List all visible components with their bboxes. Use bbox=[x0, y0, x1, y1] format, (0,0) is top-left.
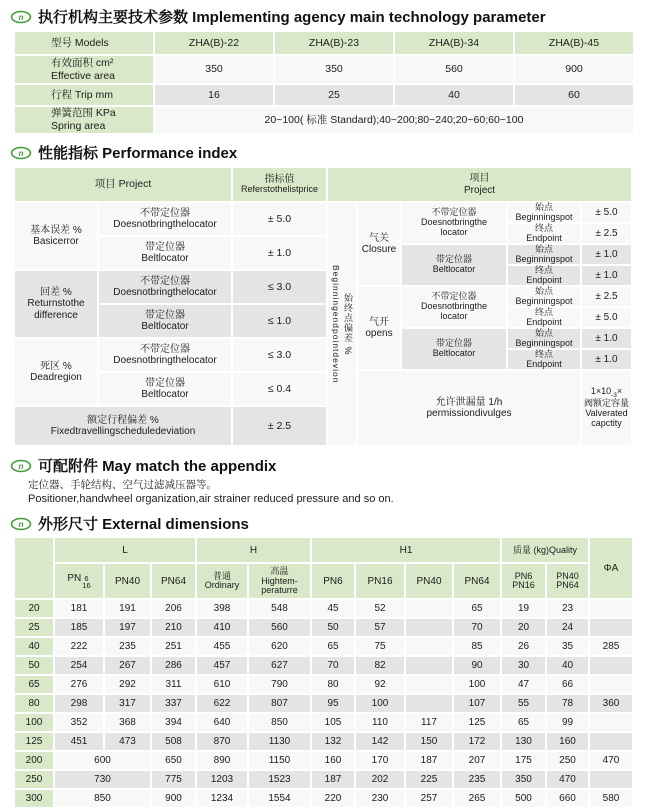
dim-cell: 107 bbox=[454, 695, 500, 712]
locator-cell: 带定位器 Beltlocator bbox=[99, 373, 231, 405]
dim-cell: 75 bbox=[356, 638, 404, 655]
dim-cell: 23 bbox=[547, 600, 588, 617]
dim-cell: 1523 bbox=[249, 771, 310, 788]
dim-cell: 580 bbox=[590, 790, 632, 807]
locator-cell: 带定位器 Beltlocator bbox=[402, 329, 506, 369]
header-empty bbox=[15, 538, 53, 598]
value-cell: ± 2.5 bbox=[233, 407, 326, 445]
header-q-pn40-64: PN40 PN64 bbox=[547, 564, 588, 598]
dim-cell: 20 bbox=[502, 619, 545, 636]
dim-cell: 191 bbox=[105, 600, 150, 617]
dimensions-header bbox=[15, 538, 632, 598]
dim-row-label: 250 bbox=[15, 771, 53, 788]
dim-cell: 560 bbox=[249, 619, 310, 636]
spot-cell: 终点 Endpoint bbox=[508, 350, 580, 369]
leakage-cell: 允许泄漏量 1/h permissiondivulges bbox=[358, 371, 580, 445]
dim-cell: 125 bbox=[454, 714, 500, 731]
value-cell: ± 5.0 bbox=[233, 203, 326, 235]
section-heading-performance bbox=[10, 142, 650, 163]
dim-cell: 1150 bbox=[249, 752, 310, 769]
dim-cell: 292 bbox=[105, 676, 150, 693]
param-cell: 25 bbox=[275, 85, 393, 105]
dim-cell: 620 bbox=[249, 638, 310, 655]
dim-cell: 55 bbox=[502, 695, 545, 712]
value-cell: ± 2.5 bbox=[582, 224, 631, 243]
dim-cell: 222 bbox=[55, 638, 103, 655]
dim-cell: 100 bbox=[454, 676, 500, 693]
dim-cell: 1130 bbox=[249, 733, 310, 750]
dim-cell: 890 bbox=[197, 752, 247, 769]
spot-cell: 始点 Beginningspot bbox=[508, 203, 580, 222]
dim-cell: 508 bbox=[152, 733, 195, 750]
param-cell: 560 bbox=[395, 56, 513, 83]
dim-cell bbox=[406, 695, 452, 712]
header-project: 项目 Project bbox=[328, 168, 631, 201]
dim-cell bbox=[406, 676, 452, 693]
appendix-note-zh: 定位器、手轮结构、空气过滤减压器等。 bbox=[28, 479, 217, 491]
performance-table bbox=[15, 168, 635, 445]
locator-cell: 不带定位器 Doesnotbringthelocator bbox=[99, 339, 231, 371]
brand-logo-icon bbox=[10, 146, 32, 160]
dim-cell: 311 bbox=[152, 676, 195, 693]
group-return-difference: 回差 % Returnstothe difference bbox=[15, 271, 97, 337]
performance-left bbox=[15, 168, 326, 445]
dim-cell: 45 bbox=[312, 600, 354, 617]
dim-cell: 500 bbox=[502, 790, 545, 807]
dim-cell: 600 bbox=[55, 752, 150, 769]
dim-cell: 850 bbox=[249, 714, 310, 731]
heading-text: 执行机构主要技术参数 Implementing agency main technology parameter bbox=[38, 9, 546, 26]
section-heading-dimensions bbox=[10, 513, 650, 534]
locator-cell: 不带定位器 Doesnotbringthelocator bbox=[99, 271, 231, 303]
dim-cell: 650 bbox=[152, 752, 195, 769]
header-l-pn40: PN40 bbox=[105, 564, 150, 598]
brand-logo-icon bbox=[10, 459, 32, 473]
dim-cell: 65 bbox=[502, 714, 545, 731]
header-l-pn616: PN 6 16 bbox=[55, 564, 103, 598]
dim-cell bbox=[406, 638, 452, 655]
dim-cell: 610 bbox=[197, 676, 247, 693]
dim-cell: 90 bbox=[454, 657, 500, 674]
param-cell: 900 bbox=[515, 56, 633, 83]
group-basic-error: 基本误差 % Basicerror bbox=[15, 203, 97, 269]
dim-cell: 251 bbox=[152, 638, 195, 655]
dim-cell: 160 bbox=[312, 752, 354, 769]
dim-cell: 254 bbox=[55, 657, 103, 674]
section-heading-parameters bbox=[10, 6, 650, 27]
value-cell: ≤ 0.4 bbox=[233, 373, 326, 405]
dim-cell: 235 bbox=[454, 771, 500, 788]
param-row-label: 行程 Trip mm bbox=[15, 85, 153, 105]
value-cell: ± 2.5 bbox=[582, 287, 631, 306]
dim-cell: 457 bbox=[197, 657, 247, 674]
dim-cell: 187 bbox=[406, 752, 452, 769]
header-project: 项目 Project bbox=[15, 168, 231, 201]
section-heading-appendix bbox=[10, 455, 650, 476]
header-h1-pn6: PN6 bbox=[312, 564, 354, 598]
header-index-value: 指标值 Referstothelistprice bbox=[233, 168, 326, 201]
dim-cell: 870 bbox=[197, 733, 247, 750]
spot-cell: 始点 Beginningspot bbox=[508, 287, 580, 306]
air-open-cell: 气开 opens bbox=[358, 287, 400, 369]
brand-logo-icon bbox=[10, 517, 32, 531]
locator-cell: 带定位器 Beltlocator bbox=[99, 305, 231, 337]
dim-cell: 82 bbox=[356, 657, 404, 674]
value-cell: ± 1.0 bbox=[582, 245, 631, 264]
dim-cell: 65 bbox=[454, 600, 500, 617]
brand-logo-icon bbox=[10, 10, 32, 24]
dim-cell: 257 bbox=[406, 790, 452, 807]
param-cell: 40 bbox=[395, 85, 513, 105]
dim-cell: 451 bbox=[55, 733, 103, 750]
dim-cell: 473 bbox=[105, 733, 150, 750]
dimensions-body bbox=[15, 600, 632, 807]
dim-cell bbox=[406, 619, 452, 636]
dim-cell: 317 bbox=[105, 695, 150, 712]
value-cell: ± 1.0 bbox=[582, 329, 631, 348]
dim-cell: 640 bbox=[197, 714, 247, 731]
model-cell: ZHA(B)-23 bbox=[275, 32, 393, 54]
dim-cell: 1203 bbox=[197, 771, 247, 788]
param-row-label: 型号 Models bbox=[15, 32, 153, 54]
header-quality: 质量 (kg)Quality bbox=[502, 538, 588, 562]
header-h-ordinary: 普通 Ordinary bbox=[197, 564, 247, 598]
dim-cell: 105 bbox=[312, 714, 354, 731]
dim-cell: 775 bbox=[152, 771, 195, 788]
dim-row-label: 65 bbox=[15, 676, 53, 693]
param-cell: 350 bbox=[275, 56, 393, 83]
dim-cell: 130 bbox=[502, 733, 545, 750]
spot-cell: 始点 Beginningspot bbox=[508, 245, 580, 264]
dim-cell: 410 bbox=[197, 619, 247, 636]
dim-cell: 230 bbox=[356, 790, 404, 807]
dim-row-label: 25 bbox=[15, 619, 53, 636]
dim-row-label: 200 bbox=[15, 752, 53, 769]
header-l-pn64: PN64 bbox=[152, 564, 195, 598]
header-h1-pn64: PN64 bbox=[454, 564, 500, 598]
svg-text:n: n bbox=[18, 519, 24, 529]
value-cell: ± 1.0 bbox=[233, 237, 326, 269]
heading-text: 可配附件 May match the appendix bbox=[38, 458, 277, 475]
dim-cell bbox=[590, 733, 632, 750]
dim-cell: 19 bbox=[502, 600, 545, 617]
dim-cell: 35 bbox=[547, 638, 588, 655]
model-cell: ZHA(B)-34 bbox=[395, 32, 513, 54]
dim-cell: 24 bbox=[547, 619, 588, 636]
header-h-hightemp: 高温 Hightem- peraturre bbox=[249, 564, 310, 598]
locator-cell: 不带定位器 Doesnotbringthelocator bbox=[99, 203, 231, 235]
model-cell: ZHA(B)-45 bbox=[515, 32, 633, 54]
header-q-pn6-16: PN6 PN16 bbox=[502, 564, 545, 598]
dim-cell: 150 bbox=[406, 733, 452, 750]
dim-row-label: 80 bbox=[15, 695, 53, 712]
dim-cell: 548 bbox=[249, 600, 310, 617]
value-cell: ± 5.0 bbox=[582, 308, 631, 327]
dim-cell bbox=[590, 619, 632, 636]
value-cell: ± 5.0 bbox=[582, 203, 631, 222]
locator-cell: 带定位器 Beltlocator bbox=[99, 237, 231, 269]
dim-cell: 132 bbox=[312, 733, 354, 750]
dim-cell: 92 bbox=[356, 676, 404, 693]
dim-cell: 398 bbox=[197, 600, 247, 617]
dim-cell: 172 bbox=[454, 733, 500, 750]
svg-text:n: n bbox=[18, 12, 24, 22]
dim-cell: 1554 bbox=[249, 790, 310, 807]
dim-cell: 285 bbox=[590, 638, 632, 655]
dim-cell: 100 bbox=[356, 695, 404, 712]
header-phiA: ΦA bbox=[590, 538, 632, 598]
model-cell: ZHA(B)-22 bbox=[155, 32, 273, 54]
locator-cell: 不带定位器 Doesnotbringthe locator bbox=[402, 287, 506, 327]
performance-right bbox=[328, 168, 631, 445]
spot-cell: 终点 Endpoint bbox=[508, 224, 580, 243]
dim-cell: 47 bbox=[502, 676, 545, 693]
dim-cell: 52 bbox=[356, 600, 404, 617]
dim-cell: 265 bbox=[454, 790, 500, 807]
dim-cell bbox=[590, 657, 632, 674]
dim-cell: 197 bbox=[105, 619, 150, 636]
dim-cell bbox=[590, 676, 632, 693]
dim-cell: 225 bbox=[406, 771, 452, 788]
param-cell: 16 bbox=[155, 85, 273, 105]
spot-cell: 终点 Endpoint bbox=[508, 308, 580, 327]
value-cell: ≤ 1.0 bbox=[233, 305, 326, 337]
dim-cell: 220 bbox=[312, 790, 354, 807]
dim-row-label: 50 bbox=[15, 657, 53, 674]
svg-text:n: n bbox=[18, 461, 24, 471]
locator-cell: 不带定位器 Doesnotbringthe locator bbox=[402, 203, 506, 243]
dim-cell: 250 bbox=[547, 752, 588, 769]
begin-end-deviation-label: Beginningendpointdevion 始终点偏差 % bbox=[328, 203, 356, 445]
dim-cell: 660 bbox=[547, 790, 588, 807]
dim-cell: 50 bbox=[312, 619, 354, 636]
dim-cell: 470 bbox=[590, 752, 632, 769]
dim-cell: 298 bbox=[55, 695, 103, 712]
air-close-cell: 气关 Closure bbox=[358, 203, 400, 285]
dimensions-table bbox=[15, 538, 632, 807]
dim-cell: 110 bbox=[356, 714, 404, 731]
dim-cell: 30 bbox=[502, 657, 545, 674]
header-H1: H1 bbox=[312, 538, 500, 562]
dim-cell: 337 bbox=[152, 695, 195, 712]
dim-row-label: 20 bbox=[15, 600, 53, 617]
param-row-label: 有效面积 cm² Effective area bbox=[15, 56, 153, 83]
dim-cell bbox=[406, 600, 452, 617]
dim-cell: 40 bbox=[547, 657, 588, 674]
dim-row-label: 300 bbox=[15, 790, 53, 807]
dim-cell: 187 bbox=[312, 771, 354, 788]
dim-cell bbox=[406, 657, 452, 674]
locator-cell: 带定位器 Beltlocator bbox=[402, 245, 506, 285]
dim-cell bbox=[590, 771, 632, 788]
dim-cell bbox=[590, 600, 632, 617]
dim-cell: 286 bbox=[152, 657, 195, 674]
dim-cell: 350 bbox=[502, 771, 545, 788]
param-cell: 350 bbox=[155, 56, 273, 83]
dim-cell: 181 bbox=[55, 600, 103, 617]
dim-cell: 276 bbox=[55, 676, 103, 693]
dim-cell: 207 bbox=[454, 752, 500, 769]
parameters-table bbox=[15, 32, 633, 133]
dim-cell: 70 bbox=[312, 657, 354, 674]
spot-cell: 始点 Beginningspot bbox=[508, 329, 580, 348]
value-cell: ± 1.0 bbox=[582, 266, 631, 285]
dim-cell: 210 bbox=[152, 619, 195, 636]
dim-cell: 175 bbox=[502, 752, 545, 769]
dim-row-label: 100 bbox=[15, 714, 53, 731]
dim-cell: 117 bbox=[406, 714, 452, 731]
spring-range-cell: 20~100( 标准 Standard);40~200;80~240;20~60;60~100 bbox=[155, 107, 633, 133]
valve-capacity-cell: $1\times 10_{-3}\times$ 阀额定容量 Valverated capctity bbox=[582, 371, 631, 445]
dim-cell: 455 bbox=[197, 638, 247, 655]
dim-cell: 394 bbox=[152, 714, 195, 731]
dim-cell: 66 bbox=[547, 676, 588, 693]
header-h1-pn40: PN40 bbox=[406, 564, 452, 598]
group-dead-region: 死区 % Deadregion bbox=[15, 339, 97, 405]
rated-travel-deviation: 额定行程偏差 % Fixedtravellingscheduledeviation bbox=[15, 407, 231, 445]
dim-cell: 235 bbox=[105, 638, 150, 655]
value-cell: ≤ 3.0 bbox=[233, 271, 326, 303]
heading-text: 外形尺寸 External dimensions bbox=[38, 516, 249, 534]
dim-cell: 57 bbox=[356, 619, 404, 636]
param-row-label: 弹簧范围 KPa Spring area bbox=[15, 107, 153, 133]
dim-cell: 360 bbox=[590, 695, 632, 712]
dim-cell: 730 bbox=[55, 771, 150, 788]
value-cell: ≤ 3.0 bbox=[233, 339, 326, 371]
dim-cell: 900 bbox=[152, 790, 195, 807]
value-cell: ± 1.0 bbox=[582, 350, 631, 369]
svg-text:n: n bbox=[18, 148, 24, 158]
dim-cell: 470 bbox=[547, 771, 588, 788]
appendix-note bbox=[28, 478, 650, 506]
dim-cell: 352 bbox=[55, 714, 103, 731]
dim-cell: 790 bbox=[249, 676, 310, 693]
dim-cell: 368 bbox=[105, 714, 150, 731]
param-cell: 60 bbox=[515, 85, 633, 105]
heading-text: 性能指标 Performance index bbox=[38, 145, 238, 162]
dim-cell: 160 bbox=[547, 733, 588, 750]
dim-cell: 185 bbox=[55, 619, 103, 636]
header-H: H bbox=[197, 538, 310, 562]
page bbox=[0, 6, 650, 805]
dim-cell: 202 bbox=[356, 771, 404, 788]
dim-cell: 206 bbox=[152, 600, 195, 617]
dim-cell: 807 bbox=[249, 695, 310, 712]
dim-cell: 65 bbox=[312, 638, 354, 655]
header-h1-pn16: PN16 bbox=[356, 564, 404, 598]
dim-cell: 622 bbox=[197, 695, 247, 712]
dim-cell: 78 bbox=[547, 695, 588, 712]
header-L: L bbox=[55, 538, 195, 562]
dim-cell: 85 bbox=[454, 638, 500, 655]
dim-cell: 267 bbox=[105, 657, 150, 674]
dim-cell bbox=[590, 714, 632, 731]
dim-cell: 99 bbox=[547, 714, 588, 731]
dim-cell: 1234 bbox=[197, 790, 247, 807]
dim-row-label: 40 bbox=[15, 638, 53, 655]
dim-cell: 26 bbox=[502, 638, 545, 655]
dim-row-label: 125 bbox=[15, 733, 53, 750]
appendix-note-en: Positioner,handwheel organization,air strainer reduced pressure and so on. bbox=[28, 493, 394, 506]
dim-cell: 142 bbox=[356, 733, 404, 750]
dim-cell: 850 bbox=[55, 790, 150, 807]
dim-cell: 70 bbox=[454, 619, 500, 636]
dim-cell: 80 bbox=[312, 676, 354, 693]
dim-cell: 170 bbox=[356, 752, 404, 769]
dim-cell: 95 bbox=[312, 695, 354, 712]
dim-cell: 627 bbox=[249, 657, 310, 674]
spot-cell: 终点 Endpoint bbox=[508, 266, 580, 285]
